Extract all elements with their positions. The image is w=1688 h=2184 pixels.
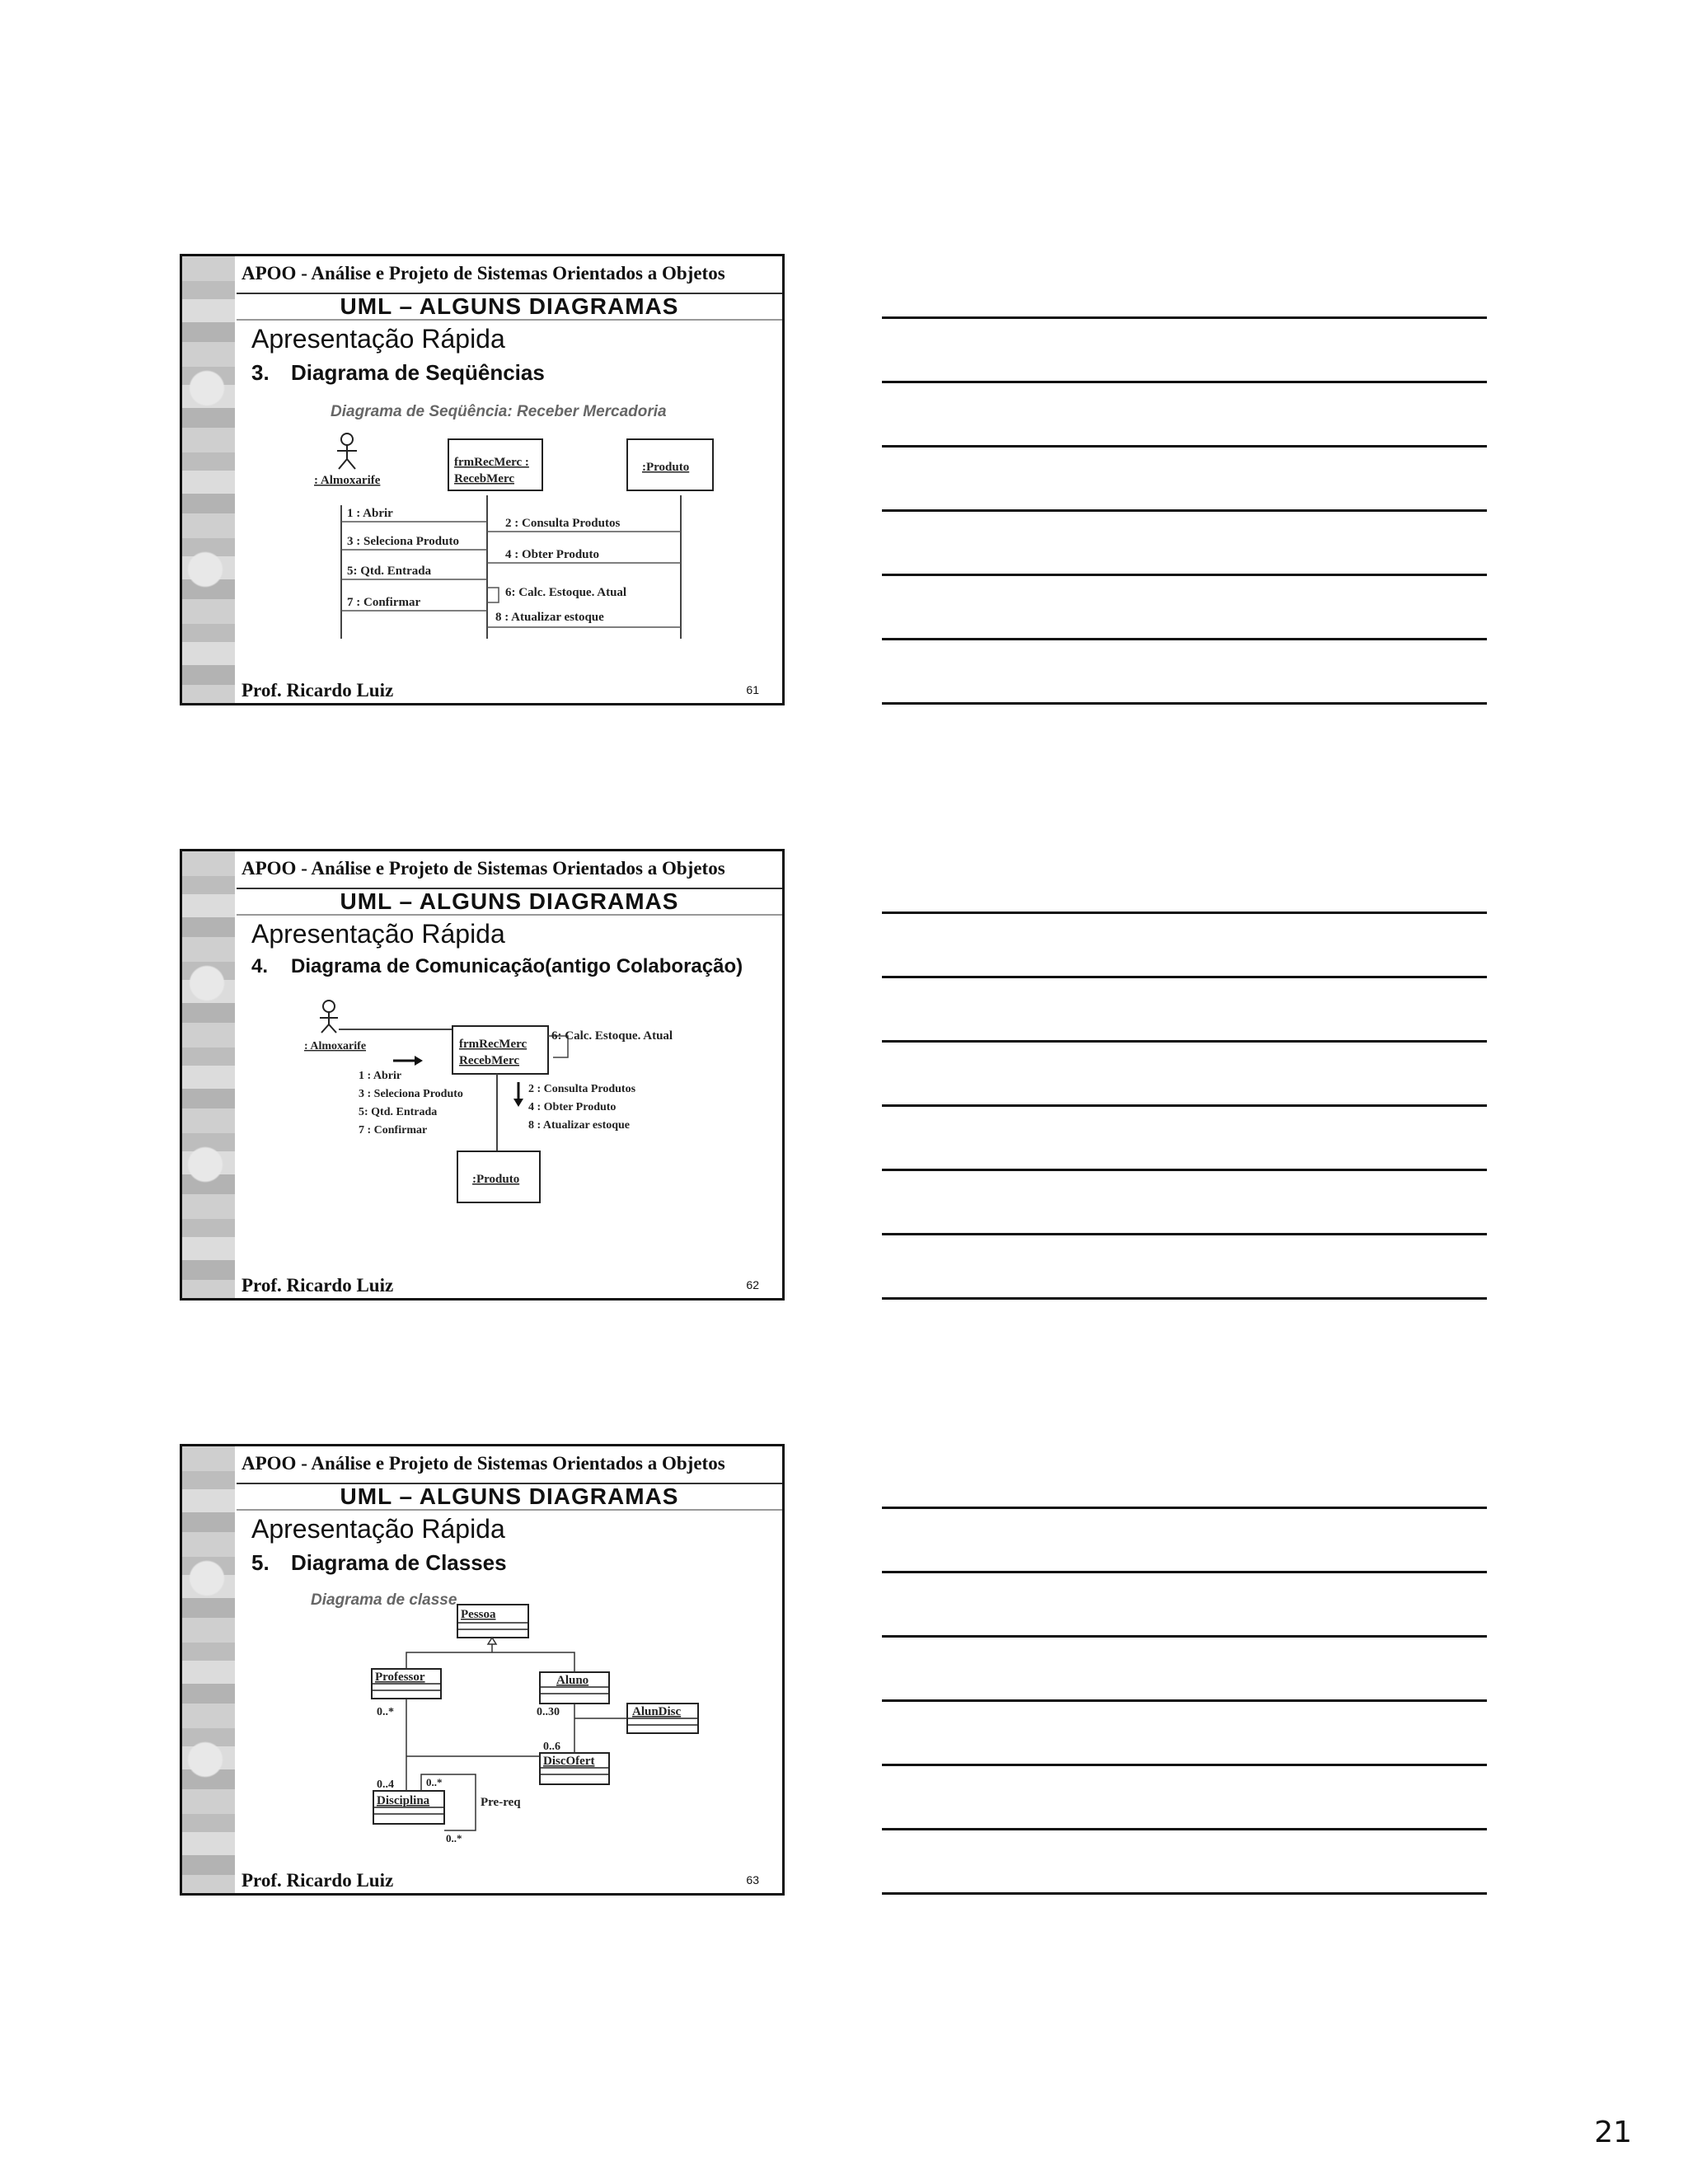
left-message-4: 7 : Confirmar [359, 1124, 428, 1137]
mult-aluno: 0..30 [537, 1706, 560, 1718]
message-8: 8 : Atualizar estoque [495, 611, 604, 624]
mult-self-bottom: 0..* [446, 1832, 462, 1844]
message-7: 7 : Confirmar [347, 596, 421, 609]
note-line [882, 976, 1487, 978]
slide-subtitle: Apresentação Rápida [251, 919, 505, 949]
note-line [882, 1764, 1487, 1766]
mult-self-top: 0..* [426, 1776, 443, 1788]
down-message-2: 4 : Obter Produto [528, 1101, 617, 1113]
down-message-1: 2 : Consulta Produtos [528, 1083, 636, 1095]
class-professor: Professor [375, 1671, 425, 1684]
sequence-diagram [182, 256, 785, 705]
item-text: Diagrama de Comunicação(antigo Colaboração) [291, 955, 743, 977]
slide-number: 61 [746, 683, 759, 696]
item-number: 5. [251, 1550, 270, 1575]
note-line [882, 1169, 1487, 1171]
note-line [882, 1507, 1487, 1509]
actor-label: : Almoxarife [314, 474, 381, 487]
slide-header: APOO - Análise e Projeto de Sistemas Orientados a Objetos [241, 263, 725, 284]
note-line [882, 1104, 1487, 1107]
diagram-title: Diagrama de Seqüência: Receber Mercadoria [331, 403, 667, 420]
slide-footer: Prof. Ricardo Luiz [241, 1275, 394, 1296]
slide-header: APOO - Análise e Projeto de Sistemas Orientados a Objetos [241, 1453, 725, 1474]
note-line [882, 1233, 1487, 1235]
slide-number: 63 [746, 1873, 759, 1886]
message-5: 5: Qtd. Entrada [347, 565, 432, 578]
slide-title-bar: UML – ALGUNS DIAGRAMAS [237, 1483, 782, 1511]
message-1: 1 : Abrir [347, 507, 393, 520]
arrow-right-icon [393, 1056, 423, 1066]
note-line [882, 702, 1487, 705]
slide-footer: Prof. Ricardo Luiz [241, 680, 394, 701]
actor-label: : Almoxarife [304, 1040, 367, 1052]
mult-professor: 0..* [377, 1706, 394, 1718]
actor-icon [337, 434, 357, 469]
prereq-label: Pre-req [481, 1796, 521, 1809]
class-discofert: DiscOfert [543, 1755, 595, 1768]
message-2: 2 : Consulta Produtos [505, 517, 621, 530]
arrow-down-icon [513, 1082, 523, 1107]
slide-62 [180, 849, 785, 1301]
object-label-line2: RecebMerc [454, 472, 515, 485]
note-lines-3 [882, 1507, 1487, 1957]
slide-subtitle: Apresentação Rápida [251, 1514, 505, 1544]
communication-diagram [182, 851, 785, 1301]
note-line [882, 1699, 1487, 1702]
slide-63 [180, 1444, 785, 1896]
note-line [882, 1828, 1487, 1830]
item-text: Diagrama de Classes [291, 1550, 507, 1575]
slide-title-bar: UML – ALGUNS DIAGRAMAS [237, 888, 782, 916]
mult-discofert: 0..6 [543, 1741, 560, 1753]
class-aluno: Aluno [556, 1674, 589, 1687]
message-4: 4 : Obter Produto [505, 548, 600, 561]
slide-title-bar: UML – ALGUNS DIAGRAMAS [237, 293, 782, 321]
mult-disciplina: 0..4 [377, 1779, 394, 1791]
left-message-2: 3 : Seleciona Produto [359, 1088, 463, 1100]
slide-footer: Prof. Ricardo Luiz [241, 1870, 394, 1891]
slide-number: 62 [746, 1278, 759, 1291]
page-number: 21 [1594, 2116, 1632, 2149]
slide-61 [180, 254, 785, 705]
left-message-3: 5: Qtd. Entrada [359, 1106, 438, 1118]
note-line [882, 381, 1487, 383]
message-6: 6: Calc. Estoque. Atual [505, 586, 627, 599]
message-3: 3 : Seleciona Produto [347, 535, 459, 548]
note-line [882, 1040, 1487, 1043]
object-label-produto: :Produto [472, 1173, 520, 1186]
slide-subtitle: Apresentação Rápida [251, 324, 505, 354]
object-label-line2: RecebMerc [459, 1054, 520, 1067]
class-disciplina: Disciplina [377, 1794, 430, 1807]
down-message-3: 8 : Atualizar estoque [528, 1119, 631, 1132]
item-number: 4. [251, 955, 269, 977]
note-line [882, 1892, 1487, 1895]
object-label-line1: frmRecMerc [459, 1038, 528, 1051]
left-message-1: 1 : Abrir [359, 1070, 402, 1082]
item-text: Diagrama de Seqüências [291, 360, 545, 385]
note-line [882, 1635, 1487, 1638]
slide-header: APOO - Análise e Projeto de Sistemas Orientados a Objetos [241, 858, 725, 879]
object-label-line1: frmRecMerc : [454, 456, 529, 469]
self-message: 6: Calc. Estoque. Atual [551, 1029, 673, 1043]
diagram-title: Diagrama de classe [311, 1591, 457, 1609]
object-label-produto: :Produto [642, 461, 690, 474]
note-line [882, 1571, 1487, 1573]
note-lines-1 [882, 316, 1487, 766]
note-line [882, 638, 1487, 640]
note-line [882, 509, 1487, 512]
item-number: 3. [251, 360, 270, 385]
note-line [882, 445, 1487, 448]
class-pessoa: Pessoa [461, 1608, 496, 1621]
note-line [882, 574, 1487, 576]
class-alundisc: AlunDisc [632, 1705, 682, 1718]
actor-icon [320, 1001, 338, 1033]
note-line [882, 912, 1487, 914]
class-diagram [182, 1446, 785, 1896]
note-lines-2 [882, 912, 1487, 1361]
note-line [882, 1297, 1487, 1300]
note-line [882, 316, 1487, 319]
